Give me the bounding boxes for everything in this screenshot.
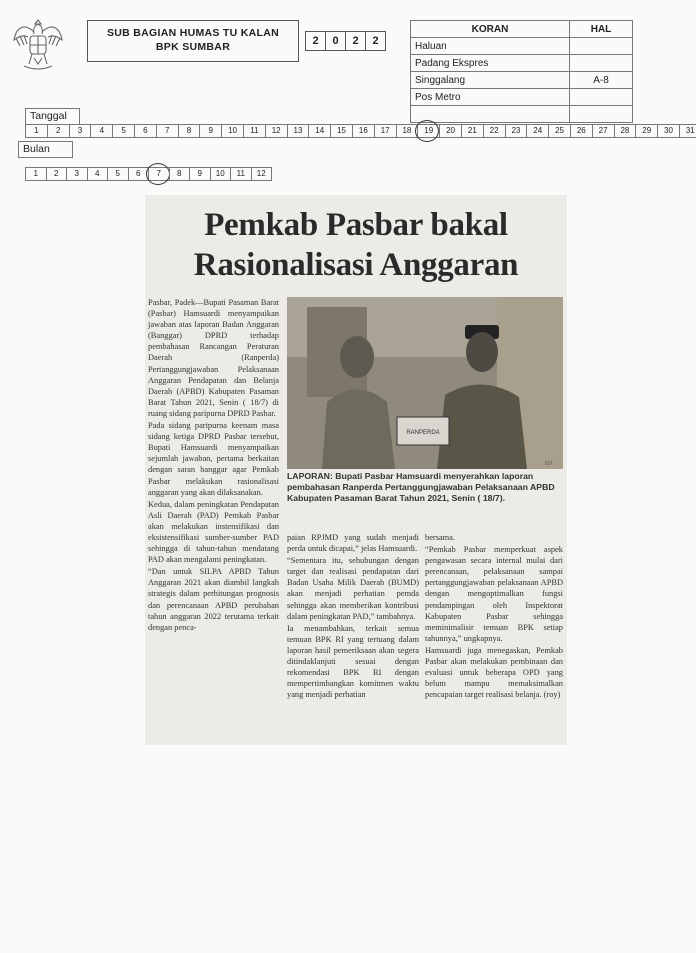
year-digit: 2 <box>365 31 386 51</box>
bulan-cell: 12 <box>251 167 273 181</box>
article-paragraph: “Pemkab Pasbar memperkuat aspek pengawasan secara internal mulai dari perencanaan, pelaksanaan sampai pertanggungjawaban pelaksanaan APBD dengan mengoptimalkan fungsi pendampingan oleh Inspektorat Kabupaten Pasbar sehingga meminimalisir temuan BPK setiap tahunnya,” ungkapnya. <box>425 545 563 643</box>
tanggal-cell: 19 <box>417 124 440 138</box>
article-column-3 <box>425 532 563 701</box>
office-box <box>87 20 299 62</box>
tanggal-cell: 12 <box>265 124 288 138</box>
photo-caption: LAPORAN: Bupati Pasbar Hamsuardi menyerahkan laporan pembahasan Ranperda Pertanggungjawaban Pelaksanaan APBD Kabupaten Pasaman Barat Tahun 2021, Senin ( 18/7). <box>287 471 555 503</box>
tanggal-cell: 29 <box>635 124 658 138</box>
article-paragraph: “Dan untuk SILPA APBD Tahun Anggaran 2021 akan diambil langkah strategis dalam perhitungan prognosis dan perencanaan APBD perubahan tahun anggaran 2022 terutama terkait dengan penca- <box>148 567 279 632</box>
tanggal-cell: 7 <box>156 124 179 138</box>
table-row <box>411 38 633 55</box>
bulan-cell: 6 <box>128 167 150 181</box>
article-paragraph: Pada sidang paripurna keenam masa sidang ketiga DPRD Pasbar tersebut, Bupati Hamsuardi menyampaikan sejumlah jawaban, pertama berkaitan dengan saran banggar agar Pemkab Pasbar melakukan rasionalisasi anggaran yang akan dilaksanakan. <box>148 421 279 497</box>
tanggal-cell: 2 <box>47 124 70 138</box>
bulan-cell: 9 <box>189 167 211 181</box>
tanggal-cell: 18 <box>396 124 419 138</box>
newspaper-name: Haluan <box>411 38 570 55</box>
bulan-cell: 7 <box>148 167 170 181</box>
tanggal-cell: 22 <box>483 124 506 138</box>
table-row <box>411 72 633 89</box>
bulan-cell: 2 <box>46 167 68 181</box>
tanggal-label: Tanggal <box>25 108 80 125</box>
tanggal-cell: 10 <box>221 124 244 138</box>
article-paragraph: Hamsuardi juga menegaskan, Pemkab Pasbar akan melakukan pembinaan dan evaluasi untuk beberapa OPD yang belum mampu memaksimalkan pencapaian target realisasi belanja. (roy) <box>425 645 563 700</box>
table-row <box>411 89 633 106</box>
newspaper-clipping <box>145 195 567 745</box>
photo-credit: IST <box>545 461 553 467</box>
year-digit: 2 <box>305 31 326 51</box>
photo-sign-text: RANPERDA <box>406 430 440 436</box>
newspaper-name <box>411 106 570 123</box>
tanggal-strip <box>25 124 696 138</box>
tanggal-cell: 17 <box>374 124 397 138</box>
koran-table <box>410 20 633 123</box>
tanggal-cell: 26 <box>570 124 593 138</box>
page-number <box>570 55 633 72</box>
tanggal-cell: 30 <box>657 124 680 138</box>
tanggal-cell: 5 <box>112 124 135 138</box>
year-digit: 0 <box>325 31 346 51</box>
bulan-cell: 10 <box>210 167 232 181</box>
bulan-label: Bulan <box>18 141 73 158</box>
tanggal-cell: 21 <box>461 124 484 138</box>
tanggal-cell: 24 <box>526 124 549 138</box>
article-photo <box>287 297 563 469</box>
tanggal-cell: 6 <box>134 124 157 138</box>
tanggal-cell: 16 <box>352 124 375 138</box>
year-digit: 2 <box>345 31 366 51</box>
article-paragraph: bersama. <box>425 533 455 542</box>
year-box <box>305 31 385 51</box>
article-paragraph: Ia menambahkan, terkait semua temuan BPK RI yang tertuang dalam laporan hasil pemeriksaan akan segera ditindaklanjuti sesuai dengan rekomendasi BPK RI dengan mempertimbangkan komitmen waktu yang menjadi perhatian <box>287 623 419 700</box>
tanggal-cell: 27 <box>592 124 615 138</box>
tanggal-cell: 31 <box>679 124 696 138</box>
koran-header: KORAN <box>411 21 570 38</box>
bulan-cell: 4 <box>87 167 109 181</box>
tanggal-cell: 28 <box>614 124 637 138</box>
bulan-cell: 1 <box>25 167 47 181</box>
table-row <box>411 106 633 123</box>
article-column-1 <box>148 297 279 634</box>
tanggal-cell: 23 <box>505 124 528 138</box>
article-paragraph: Pasbar, Padek—Bupati Pasaman Barat (Pasbar) Hamsuardi menyampaikan jawaban atas laporan Badan Anggaran (Banggar) DPRD terhadap pembahasan Rancangan Peraturan Daerah (Ranperda) Pertanggungjawaban Pelaksanaan Anggaran Pendapatan dan Belanja Daerah (APBD) Kabupaten Pasaman Barat Tahun 2021, Senin ( 18/7) di ruang sidang paripurna DPRD Pasbar. <box>148 298 279 418</box>
article-paragraph: paian RPJMD yang sudah menjadi perda untuk dicapai,” jelas Hamsuardi. <box>287 533 419 554</box>
headline-line: Rasionalisasi Anggaran <box>193 247 519 283</box>
garuda-emblem-icon <box>10 14 66 74</box>
tanggal-cell: 20 <box>439 124 462 138</box>
tanggal-cell: 13 <box>287 124 310 138</box>
tanggal-cell: 9 <box>199 124 222 138</box>
office-name: SUB BAGIAN HUMAS TU KALAN <box>107 27 279 39</box>
table-row <box>411 55 633 72</box>
headline-line: Pemkab Pasbar bakal <box>204 207 508 243</box>
article-headline <box>145 205 567 285</box>
tanggal-cell: 8 <box>178 124 201 138</box>
bulan-cell: 8 <box>169 167 191 181</box>
page-number <box>570 89 633 106</box>
tanggal-cell: 11 <box>243 124 266 138</box>
newspaper-name: Padang Ekspres <box>411 55 570 72</box>
article-column-2 <box>287 532 419 701</box>
hal-header: HAL <box>570 21 633 38</box>
tanggal-cell: 3 <box>69 124 92 138</box>
page-number <box>570 106 633 123</box>
bulan-strip <box>25 167 271 181</box>
tanggal-cell: 15 <box>330 124 353 138</box>
bulan-cell: 11 <box>230 167 252 181</box>
newspaper-name: Singgalang <box>411 72 570 89</box>
article-paragraph: “Sementara itu, sehubungan dengan target dan realisasi pendapatan dari Badan Usaha Milik Daerah (BUMD) akan menjadi perhatian pemda sehingga akan memberikan kontribusi dalam peningkatan PAD,” tambahnya. <box>287 556 419 621</box>
tanggal-cell: 1 <box>25 124 48 138</box>
bulan-cell: 5 <box>107 167 129 181</box>
article-paragraph: Kedua, dalam peningkatan Pendapatan Asli Daerah (PAD) Pemkab Pasbar akan melakukan instensifikasi dan eksistensifikasi sumber-sumber PAD sehingga di tahun-tahun mendatang PAD akan mengalami peningkatan. <box>148 499 279 565</box>
page-number <box>570 38 633 55</box>
office-unit: BPK SUMBAR <box>155 41 231 53</box>
tanggal-cell: 4 <box>90 124 113 138</box>
tanggal-cell: 14 <box>308 124 331 138</box>
bulan-cell: 3 <box>66 167 88 181</box>
page-number: A-8 <box>570 72 633 89</box>
newspaper-name: Pos Metro <box>411 89 570 106</box>
tanggal-cell: 25 <box>548 124 571 138</box>
